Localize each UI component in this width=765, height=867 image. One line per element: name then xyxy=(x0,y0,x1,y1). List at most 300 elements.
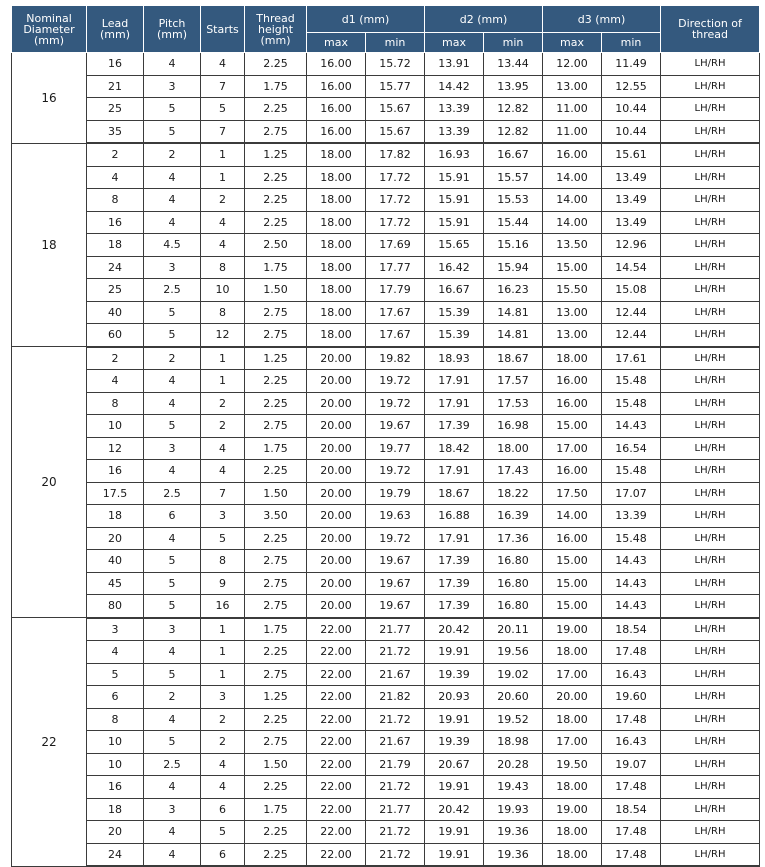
d3-max-cell: 18.00 xyxy=(543,708,602,731)
d2-min-cell: 17.57 xyxy=(484,370,543,393)
pitch-cell: 3 xyxy=(144,75,201,98)
lead-cell: 40 xyxy=(87,550,144,573)
d3-max-cell: 13.00 xyxy=(543,75,602,98)
thread-height-cell: 1.75 xyxy=(245,75,307,98)
thread-height-cell: 2.75 xyxy=(245,572,307,595)
d3-max-cell: 15.00 xyxy=(543,550,602,573)
d3-min-cell: 14.43 xyxy=(602,550,661,573)
d3-max-cell: 18.00 xyxy=(543,843,602,866)
d3-min-cell: 13.49 xyxy=(602,189,661,212)
lead-cell: 10 xyxy=(87,415,144,438)
starts-cell: 4 xyxy=(201,776,245,799)
lead-cell: 10 xyxy=(87,753,144,776)
thread-height-cell: 1.50 xyxy=(245,482,307,505)
header-d1: d1 (mm) xyxy=(307,6,425,33)
pitch-cell: 4 xyxy=(144,53,201,76)
pitch-cell: 5 xyxy=(144,550,201,573)
d1-min-cell: 21.67 xyxy=(366,731,425,754)
d1-max-cell: 22.00 xyxy=(307,708,366,731)
table-row xyxy=(12,234,760,257)
d3-max-cell: 15.00 xyxy=(543,256,602,279)
pitch-cell: 5 xyxy=(144,120,201,143)
table-row xyxy=(12,120,760,143)
thread-height-cell: 2.25 xyxy=(245,189,307,212)
d3-min-cell: 16.43 xyxy=(602,663,661,686)
thread-height-cell: 1.75 xyxy=(245,256,307,279)
table-row xyxy=(12,641,760,664)
table-row xyxy=(12,460,760,483)
d1-max-cell: 22.00 xyxy=(307,618,366,641)
starts-cell: 4 xyxy=(201,234,245,257)
d1-min-cell: 21.72 xyxy=(366,641,425,664)
d1-max-cell: 18.00 xyxy=(307,301,366,324)
d2-min-cell: 18.98 xyxy=(484,731,543,754)
starts-cell: 9 xyxy=(201,572,245,595)
thread-height-cell: 2.75 xyxy=(245,324,307,347)
d3-min-cell: 12.96 xyxy=(602,234,661,257)
table-row xyxy=(12,550,760,573)
d1-max-cell: 18.00 xyxy=(307,279,366,302)
d3-min-cell: 15.48 xyxy=(602,370,661,393)
d1-min-cell: 19.79 xyxy=(366,482,425,505)
d1-max-cell: 18.00 xyxy=(307,166,366,189)
d1-min-cell: 15.72 xyxy=(366,53,425,76)
direction-cell: LH/RH xyxy=(661,279,760,302)
starts-cell: 2 xyxy=(201,731,245,754)
starts-cell: 2 xyxy=(201,415,245,438)
d2-min-cell: 17.43 xyxy=(484,460,543,483)
d3-max-cell: 15.50 xyxy=(543,279,602,302)
d2-max-cell: 17.39 xyxy=(425,415,484,438)
d2-min-cell: 16.23 xyxy=(484,279,543,302)
pitch-cell: 4 xyxy=(144,641,201,664)
d3-min-cell: 15.48 xyxy=(602,392,661,415)
d3-max-cell: 15.00 xyxy=(543,415,602,438)
thread-height-cell: 2.25 xyxy=(245,641,307,664)
d2-max-cell: 13.39 xyxy=(425,98,484,121)
pitch-cell: 4 xyxy=(144,166,201,189)
thread-height-cell: 2.75 xyxy=(245,595,307,618)
d2-max-cell: 16.88 xyxy=(425,505,484,528)
d3-min-cell: 10.44 xyxy=(602,98,661,121)
thread-height-cell: 2.25 xyxy=(245,53,307,76)
d2-max-cell: 17.39 xyxy=(425,550,484,573)
direction-cell: LH/RH xyxy=(661,843,760,866)
d2-max-cell: 16.42 xyxy=(425,256,484,279)
thread-height-cell: 1.25 xyxy=(245,347,307,370)
table-row xyxy=(12,211,760,234)
header-d1-min: min xyxy=(366,33,425,53)
pitch-cell: 4 xyxy=(144,189,201,212)
d3-max-cell: 14.00 xyxy=(543,166,602,189)
d3-min-cell: 16.54 xyxy=(602,437,661,460)
pitch-cell: 2.5 xyxy=(144,753,201,776)
d3-min-cell: 17.48 xyxy=(602,641,661,664)
d2-min-cell: 19.52 xyxy=(484,708,543,731)
d3-max-cell: 18.00 xyxy=(543,821,602,844)
table-row xyxy=(12,370,760,393)
d3-min-cell: 11.49 xyxy=(602,53,661,76)
lead-cell: 18 xyxy=(87,798,144,821)
d3-max-cell: 19.00 xyxy=(543,618,602,641)
d3-max-cell: 18.00 xyxy=(543,776,602,799)
d1-min-cell: 19.67 xyxy=(366,415,425,438)
starts-cell: 2 xyxy=(201,189,245,212)
thread-height-cell: 2.25 xyxy=(245,98,307,121)
lead-cell: 4 xyxy=(87,641,144,664)
d3-min-cell: 18.54 xyxy=(602,798,661,821)
d2-max-cell: 15.91 xyxy=(425,189,484,212)
pitch-cell: 4.5 xyxy=(144,234,201,257)
d2-max-cell: 20.93 xyxy=(425,686,484,709)
pitch-cell: 3 xyxy=(144,798,201,821)
direction-cell: LH/RH xyxy=(661,75,760,98)
d3-min-cell: 10.44 xyxy=(602,120,661,143)
d3-min-cell: 18.54 xyxy=(602,618,661,641)
d2-max-cell: 19.91 xyxy=(425,821,484,844)
d2-min-cell: 14.81 xyxy=(484,301,543,324)
pitch-cell: 2.5 xyxy=(144,279,201,302)
d1-max-cell: 20.00 xyxy=(307,482,366,505)
d1-min-cell: 21.67 xyxy=(366,663,425,686)
d2-max-cell: 19.91 xyxy=(425,708,484,731)
d1-max-cell: 18.00 xyxy=(307,324,366,347)
direction-cell: LH/RH xyxy=(661,572,760,595)
d1-max-cell: 20.00 xyxy=(307,392,366,415)
d2-max-cell: 17.39 xyxy=(425,572,484,595)
direction-cell: LH/RH xyxy=(661,663,760,686)
header-d2-min: min xyxy=(484,33,543,53)
starts-cell: 12 xyxy=(201,324,245,347)
direction-cell: LH/RH xyxy=(661,370,760,393)
table-row xyxy=(12,324,760,347)
d2-min-cell: 12.82 xyxy=(484,120,543,143)
d3-max-cell: 13.50 xyxy=(543,234,602,257)
lead-cell: 4 xyxy=(87,166,144,189)
d2-min-cell: 15.57 xyxy=(484,166,543,189)
d1-max-cell: 20.00 xyxy=(307,572,366,595)
d1-max-cell: 20.00 xyxy=(307,595,366,618)
direction-cell: LH/RH xyxy=(661,505,760,528)
d3-max-cell: 16.00 xyxy=(543,370,602,393)
direction-cell: LH/RH xyxy=(661,753,760,776)
d1-min-cell: 19.67 xyxy=(366,595,425,618)
starts-cell: 5 xyxy=(201,98,245,121)
lead-cell: 12 xyxy=(87,437,144,460)
starts-cell: 2 xyxy=(201,708,245,731)
d2-min-cell: 19.43 xyxy=(484,776,543,799)
starts-cell: 1 xyxy=(201,618,245,641)
lead-cell: 60 xyxy=(87,324,144,347)
d1-min-cell: 19.82 xyxy=(366,347,425,370)
d1-min-cell: 15.77 xyxy=(366,75,425,98)
direction-cell: LH/RH xyxy=(661,166,760,189)
pitch-cell: 4 xyxy=(144,392,201,415)
d3-max-cell: 16.00 xyxy=(543,143,602,166)
d2-max-cell: 15.91 xyxy=(425,166,484,189)
d1-min-cell: 19.77 xyxy=(366,437,425,460)
lead-cell: 2 xyxy=(87,347,144,370)
pitch-cell: 5 xyxy=(144,663,201,686)
d1-min-cell: 17.82 xyxy=(366,143,425,166)
pitch-cell: 3 xyxy=(144,437,201,460)
d3-min-cell: 12.44 xyxy=(602,324,661,347)
pitch-cell: 5 xyxy=(144,415,201,438)
table-row xyxy=(12,437,760,460)
table-row xyxy=(12,392,760,415)
d1-max-cell: 22.00 xyxy=(307,686,366,709)
table-row xyxy=(12,256,760,279)
starts-cell: 1 xyxy=(201,143,245,166)
thread-height-cell: 1.75 xyxy=(245,437,307,460)
starts-cell: 4 xyxy=(201,753,245,776)
d1-min-cell: 21.72 xyxy=(366,843,425,866)
d3-min-cell: 15.48 xyxy=(602,460,661,483)
lead-cell: 45 xyxy=(87,572,144,595)
starts-cell: 1 xyxy=(201,166,245,189)
starts-cell: 8 xyxy=(201,256,245,279)
table-row xyxy=(12,708,760,731)
table-row xyxy=(12,686,760,709)
d1-min-cell: 17.72 xyxy=(366,211,425,234)
table-row xyxy=(12,301,760,324)
d2-max-cell: 19.39 xyxy=(425,663,484,686)
table-row xyxy=(12,663,760,686)
thread-height-cell: 2.50 xyxy=(245,234,307,257)
d3-max-cell: 19.00 xyxy=(543,798,602,821)
starts-cell: 7 xyxy=(201,120,245,143)
direction-cell: LH/RH xyxy=(661,686,760,709)
thread-height-cell: 2.75 xyxy=(245,550,307,573)
d2-max-cell: 17.91 xyxy=(425,527,484,550)
d1-min-cell: 17.69 xyxy=(366,234,425,257)
d2-max-cell: 19.91 xyxy=(425,843,484,866)
d1-max-cell: 18.00 xyxy=(307,234,366,257)
direction-cell: LH/RH xyxy=(661,731,760,754)
pitch-cell: 6 xyxy=(144,505,201,528)
d3-min-cell: 17.48 xyxy=(602,821,661,844)
d1-min-cell: 21.72 xyxy=(366,821,425,844)
starts-cell: 4 xyxy=(201,460,245,483)
starts-cell: 3 xyxy=(201,505,245,528)
d2-min-cell: 16.98 xyxy=(484,415,543,438)
pitch-cell: 2 xyxy=(144,347,201,370)
table-row xyxy=(12,753,760,776)
nominal-diameter-cell: 22 xyxy=(12,618,87,867)
direction-cell: LH/RH xyxy=(661,234,760,257)
lead-cell: 16 xyxy=(87,460,144,483)
header-pitch: Pitch (mm) xyxy=(144,6,201,53)
d1-max-cell: 20.00 xyxy=(307,527,366,550)
d2-min-cell: 12.82 xyxy=(484,98,543,121)
d1-max-cell: 20.00 xyxy=(307,370,366,393)
d3-min-cell: 14.54 xyxy=(602,256,661,279)
thread-height-cell: 2.25 xyxy=(245,821,307,844)
nominal-diameter-cell: 16 xyxy=(12,53,87,144)
d1-min-cell: 21.79 xyxy=(366,753,425,776)
d3-max-cell: 16.00 xyxy=(543,460,602,483)
d1-max-cell: 22.00 xyxy=(307,641,366,664)
starts-cell: 7 xyxy=(201,75,245,98)
d3-min-cell: 13.49 xyxy=(602,166,661,189)
header-thread-height: Thread height (mm) xyxy=(245,6,307,53)
pitch-cell: 5 xyxy=(144,731,201,754)
d3-min-cell: 13.39 xyxy=(602,505,661,528)
d2-max-cell: 18.67 xyxy=(425,482,484,505)
starts-cell: 10 xyxy=(201,279,245,302)
d2-max-cell: 18.93 xyxy=(425,347,484,370)
starts-cell: 3 xyxy=(201,686,245,709)
d2-min-cell: 13.44 xyxy=(484,53,543,76)
d1-max-cell: 16.00 xyxy=(307,75,366,98)
table-row xyxy=(12,98,760,121)
d1-min-cell: 21.72 xyxy=(366,708,425,731)
direction-cell: LH/RH xyxy=(661,776,760,799)
d3-min-cell: 12.44 xyxy=(602,301,661,324)
starts-cell: 1 xyxy=(201,641,245,664)
d3-max-cell: 15.00 xyxy=(543,595,602,618)
pitch-cell: 2.5 xyxy=(144,482,201,505)
lead-cell: 21 xyxy=(87,75,144,98)
d1-max-cell: 16.00 xyxy=(307,53,366,76)
d1-max-cell: 22.00 xyxy=(307,753,366,776)
d2-min-cell: 13.95 xyxy=(484,75,543,98)
d1-max-cell: 18.00 xyxy=(307,211,366,234)
header-d3-max: max xyxy=(543,33,602,53)
table-row xyxy=(12,75,760,98)
d2-max-cell: 13.91 xyxy=(425,53,484,76)
lead-cell: 4 xyxy=(87,370,144,393)
thread-height-cell: 1.75 xyxy=(245,798,307,821)
header-d3-min: min xyxy=(602,33,661,53)
d2-min-cell: 14.81 xyxy=(484,324,543,347)
lead-cell: 20 xyxy=(87,527,144,550)
d1-min-cell: 21.82 xyxy=(366,686,425,709)
d3-max-cell: 17.00 xyxy=(543,663,602,686)
starts-cell: 4 xyxy=(201,437,245,460)
table-row xyxy=(12,482,760,505)
nominal-diameter-cell: 18 xyxy=(12,143,87,347)
header-d1-max: max xyxy=(307,33,366,53)
header-starts: Starts xyxy=(201,6,245,53)
pitch-cell: 3 xyxy=(144,618,201,641)
d2-min-cell: 16.39 xyxy=(484,505,543,528)
pitch-cell: 5 xyxy=(144,595,201,618)
d1-max-cell: 20.00 xyxy=(307,505,366,528)
header-d2-max: max xyxy=(425,33,484,53)
d3-min-cell: 15.48 xyxy=(602,527,661,550)
table-row xyxy=(12,618,760,641)
d1-max-cell: 22.00 xyxy=(307,843,366,866)
lead-cell: 8 xyxy=(87,392,144,415)
thread-height-cell: 2.75 xyxy=(245,301,307,324)
d3-min-cell: 14.43 xyxy=(602,572,661,595)
lead-cell: 5 xyxy=(87,663,144,686)
thread-height-cell: 1.75 xyxy=(245,618,307,641)
pitch-cell: 4 xyxy=(144,370,201,393)
d1-min-cell: 19.67 xyxy=(366,572,425,595)
d3-max-cell: 14.00 xyxy=(543,505,602,528)
pitch-cell: 5 xyxy=(144,324,201,347)
d2-max-cell: 19.91 xyxy=(425,641,484,664)
direction-cell: LH/RH xyxy=(661,618,760,641)
d2-min-cell: 15.44 xyxy=(484,211,543,234)
d1-min-cell: 17.72 xyxy=(366,166,425,189)
thread-height-cell: 2.25 xyxy=(245,776,307,799)
starts-cell: 8 xyxy=(201,301,245,324)
d3-max-cell: 14.00 xyxy=(543,211,602,234)
d3-min-cell: 17.48 xyxy=(602,843,661,866)
thread-height-cell: 1.25 xyxy=(245,143,307,166)
table-row xyxy=(12,731,760,754)
d3-max-cell: 18.00 xyxy=(543,347,602,370)
d1-max-cell: 22.00 xyxy=(307,776,366,799)
pitch-cell: 4 xyxy=(144,708,201,731)
d3-min-cell: 17.07 xyxy=(602,482,661,505)
d2-min-cell: 19.36 xyxy=(484,843,543,866)
table-row xyxy=(12,415,760,438)
d3-min-cell: 19.07 xyxy=(602,753,661,776)
d3-min-cell: 17.48 xyxy=(602,776,661,799)
d1-min-cell: 17.79 xyxy=(366,279,425,302)
pitch-cell: 4 xyxy=(144,843,201,866)
d2-max-cell: 17.39 xyxy=(425,595,484,618)
d3-min-cell: 15.61 xyxy=(602,143,661,166)
d2-min-cell: 17.36 xyxy=(484,527,543,550)
lead-cell: 80 xyxy=(87,595,144,618)
starts-cell: 1 xyxy=(201,370,245,393)
starts-cell: 4 xyxy=(201,211,245,234)
d3-max-cell: 16.00 xyxy=(543,527,602,550)
pitch-cell: 5 xyxy=(144,301,201,324)
direction-cell: LH/RH xyxy=(661,482,760,505)
starts-cell: 7 xyxy=(201,482,245,505)
d2-max-cell: 18.42 xyxy=(425,437,484,460)
thread-height-cell: 2.75 xyxy=(245,415,307,438)
d1-max-cell: 18.00 xyxy=(307,189,366,212)
d2-min-cell: 16.67 xyxy=(484,143,543,166)
thread-height-cell: 2.25 xyxy=(245,392,307,415)
thread-height-cell: 1.50 xyxy=(245,753,307,776)
pitch-cell: 4 xyxy=(144,460,201,483)
lead-cell: 16 xyxy=(87,53,144,76)
starts-cell: 5 xyxy=(201,821,245,844)
starts-cell: 16 xyxy=(201,595,245,618)
nominal-diameter-cell: 20 xyxy=(12,347,87,618)
d3-min-cell: 17.61 xyxy=(602,347,661,370)
d2-max-cell: 15.39 xyxy=(425,301,484,324)
d1-min-cell: 17.77 xyxy=(366,256,425,279)
d3-max-cell: 14.00 xyxy=(543,189,602,212)
lead-cell: 16 xyxy=(87,211,144,234)
table-row xyxy=(12,798,760,821)
d1-max-cell: 16.00 xyxy=(307,120,366,143)
d1-max-cell: 20.00 xyxy=(307,460,366,483)
direction-cell: LH/RH xyxy=(661,595,760,618)
starts-cell: 2 xyxy=(201,392,245,415)
d1-min-cell: 15.67 xyxy=(366,98,425,121)
pitch-cell: 4 xyxy=(144,527,201,550)
table-row xyxy=(12,776,760,799)
thread-height-cell: 2.25 xyxy=(245,166,307,189)
lead-cell: 18 xyxy=(87,505,144,528)
table-row xyxy=(12,527,760,550)
d2-max-cell: 14.42 xyxy=(425,75,484,98)
table-row xyxy=(12,53,760,76)
table-row xyxy=(12,595,760,618)
d2-min-cell: 18.00 xyxy=(484,437,543,460)
lead-cell: 17.5 xyxy=(87,482,144,505)
